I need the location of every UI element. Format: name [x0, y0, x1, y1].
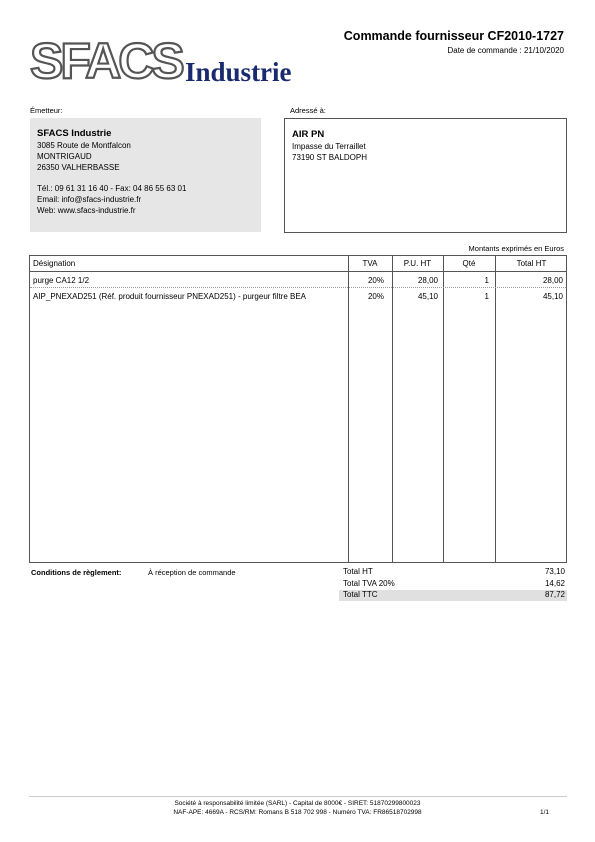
row-total: 45,10	[542, 292, 563, 301]
row-quantity: 1	[484, 276, 489, 285]
footer-legal-line: NAF-APE: 4669A - RCS/RM: Romans B 518 702 998 - Numéro TVA: FR86518702998	[173, 809, 422, 816]
table-header	[30, 256, 566, 272]
total-ttc-value: 87,72	[544, 590, 565, 599]
row-tva: 20%	[367, 276, 384, 285]
total-ht-label: Total HT	[343, 567, 373, 576]
sender-label: Émetteur:	[30, 106, 63, 115]
sender-address-line: 26350 VALHERBASSE	[37, 163, 120, 172]
row-unit-price: 28,00	[417, 276, 438, 285]
total-ht-value: 73,10	[544, 567, 565, 576]
company-logo	[30, 30, 320, 90]
logo-primary-text: SFACS	[30, 33, 182, 89]
header-tva: TVA	[362, 259, 378, 268]
footer-divider	[29, 796, 567, 797]
recipient-block	[284, 118, 567, 233]
sender-phone: Tél.: 09 61 31 16 40 - Fax: 04 86 55 63 01	[37, 184, 187, 193]
sender-web: Web: www.sfacs-industrie.fr	[37, 206, 136, 215]
currency-note: Montants exprimés en Euros	[468, 244, 564, 253]
sender-name: SFACS Industrie	[37, 128, 112, 139]
total-ttc-row	[339, 590, 567, 601]
total-ht-row	[339, 567, 567, 578]
payment-terms-label: Conditions de règlement:	[31, 568, 122, 577]
table-row	[30, 288, 566, 303]
sender-address-line: MONTRIGAUD	[37, 152, 92, 161]
total-tva-value: 14,62	[544, 579, 565, 588]
table-row	[30, 272, 566, 288]
row-tva: 20%	[367, 292, 384, 301]
recipient-address-line: 73190 ST BALDOPH	[292, 153, 368, 162]
recipient-address-line: Impasse du Terraillet	[292, 142, 366, 151]
sender-block	[30, 118, 261, 232]
header-designation: Désignation	[33, 259, 76, 268]
row-total: 28,00	[542, 276, 563, 285]
logo-secondary-text: Industrie	[185, 57, 292, 87]
document-title: Commande fournisseur CF2010-1727	[343, 29, 564, 43]
recipient-label: Adressé à:	[290, 106, 326, 115]
footer-legal-line: Société à responsabilité limitée (SARL) - Capital de 8000€ - SIRET: 51870299800023	[174, 800, 421, 807]
row-designation: AIP_PNEXAD251 (Réf. produit fournisseur PNEXAD251) - purgeur filtre BEA	[33, 292, 307, 301]
sender-address-line: 3085 Route de Montfalcon	[37, 141, 131, 150]
header-unit-price: P.U. HT	[403, 259, 432, 268]
header-total: Total HT	[516, 259, 547, 268]
sender-email: Email: info@sfacs-industrie.fr	[37, 195, 142, 204]
total-tva-label: Total TVA 20%	[343, 579, 395, 588]
total-ttc-label: Total TTC	[343, 590, 378, 599]
recipient-name: AIR PN	[292, 129, 325, 140]
payment-terms-value: À réception de commande	[148, 568, 236, 577]
header-quantity: Qté	[462, 259, 476, 268]
row-unit-price: 45,10	[417, 292, 438, 301]
total-tva-row	[339, 579, 567, 590]
order-date: Date de commande : 21/10/2020	[447, 46, 564, 55]
row-designation: purge CA12 1/2	[33, 276, 90, 285]
page-number: 1/1	[539, 809, 549, 816]
items-table	[29, 255, 567, 563]
row-quantity: 1	[484, 292, 489, 301]
